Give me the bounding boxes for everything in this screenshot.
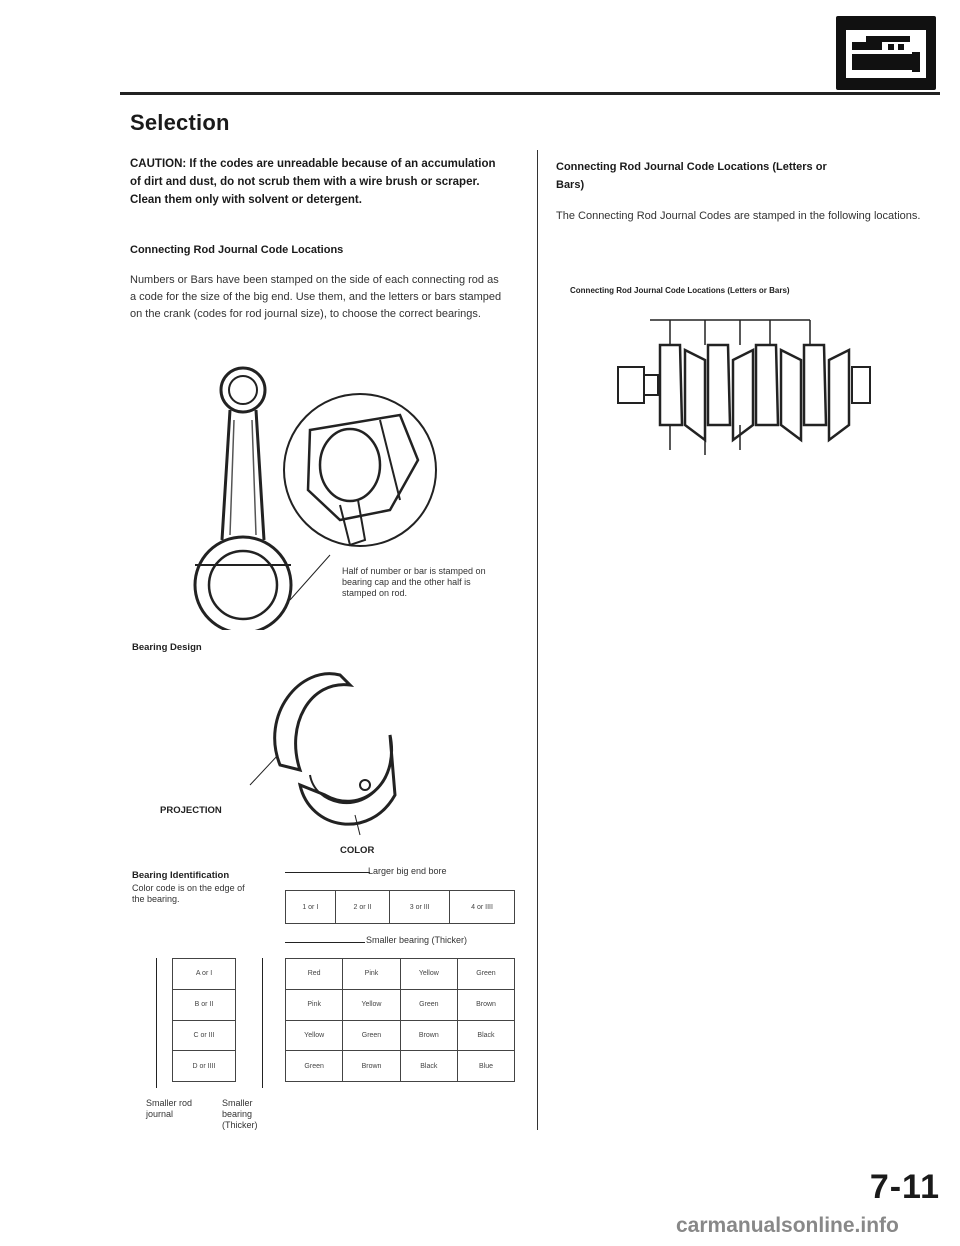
rod-code-cell: 1 or I xyxy=(286,891,336,924)
smaller-rod-journal-label: Smaller rod journal xyxy=(146,1098,193,1119)
color-cell: Green xyxy=(457,959,514,990)
column-divider xyxy=(537,150,538,1130)
larger-bore-arrow xyxy=(285,872,370,873)
color-cell: Yellow xyxy=(343,989,400,1020)
journal-code-table xyxy=(172,958,236,1082)
color-cell: Pink xyxy=(343,959,400,990)
color-cell: Brown xyxy=(343,1051,400,1082)
header-rule xyxy=(120,92,940,95)
journal-code-cell: A or I xyxy=(173,959,236,990)
smaller-bearing-arrow xyxy=(285,942,365,943)
journal-code-cell: C or III xyxy=(173,1020,236,1051)
bearing-identification-note: Color code is on the edge of the bearing. xyxy=(132,883,245,904)
right-paragraph: The Connecting Rod Journal Codes are stamped in the following locations. xyxy=(556,210,921,222)
section-heading-left: Connecting Rod Journal Code Locations xyxy=(130,244,344,256)
color-cell: Pink xyxy=(286,989,343,1020)
half-code-callout: Half of number or bar is stamped on bearing cap and the other half is stamped on rod. xyxy=(342,566,486,598)
journal-code-cell: D or IIII xyxy=(173,1051,236,1082)
smaller-bearing-label: Smaller bearing (Thicker) xyxy=(366,935,468,945)
bearing-design-label: Bearing Design xyxy=(132,642,202,653)
intro-paragraph: Numbers or Bars have been stamped on the side of each connecting rod as a code for the size of the big end. Use them, and the letters or bars stamped on the crank (codes for rod journal size), to choose the correct bearings. xyxy=(130,274,502,320)
rod-code-table xyxy=(285,890,515,924)
color-label: COLOR xyxy=(340,845,375,856)
projection-label: PROJECTION xyxy=(160,805,222,816)
color-cell: Blue xyxy=(457,1051,514,1082)
color-cell: Red xyxy=(286,959,343,990)
color-cell: Yellow xyxy=(400,959,457,990)
left-vertical-arrow xyxy=(156,958,157,1088)
caution-note: CAUTION: If the codes are unreadable because of an accumulation of dirt and dust, do not scrub them with a wire brush or scraper. Clean them only with solvent or detergent. xyxy=(130,158,496,206)
color-cell: Brown xyxy=(457,989,514,1020)
journal-code-cell: B or II xyxy=(173,989,236,1020)
color-cell: Brown xyxy=(400,1020,457,1051)
larger-bore-label: Larger big end bore xyxy=(368,866,447,876)
crankshaft-figure-caption: Connecting Rod Journal Code Locations (Letters or Bars) xyxy=(570,286,790,295)
watermark: carmanualsonline.info xyxy=(676,1214,899,1237)
page-title: Selection xyxy=(130,110,230,135)
smaller-bearing-thicker-label: Smaller bearing (Thicker) xyxy=(222,1098,258,1130)
color-cell: Green xyxy=(400,989,457,1020)
color-cell: Green xyxy=(286,1051,343,1082)
rod-code-cell: 2 or II xyxy=(335,891,390,924)
section-heading-right: Connecting Rod Journal Code Locations (Letters or Bars) xyxy=(556,161,827,191)
color-cell: Yellow xyxy=(286,1020,343,1051)
rod-code-cell: 3 or III xyxy=(390,891,450,924)
color-cell: Green xyxy=(343,1020,400,1051)
color-cell: Black xyxy=(400,1051,457,1082)
rod-code-cell: 4 or IIII xyxy=(450,891,515,924)
page-number: 7-11 xyxy=(869,1168,940,1206)
bearing-identification-title: Bearing Identification xyxy=(132,870,230,881)
bearing-illustration xyxy=(240,655,410,845)
bearing-color-table xyxy=(285,958,515,1082)
right-vertical-arrow xyxy=(262,958,263,1088)
color-cell: Black xyxy=(457,1020,514,1051)
crankshaft-illustration xyxy=(610,305,880,455)
engine-section-icon xyxy=(836,16,936,90)
